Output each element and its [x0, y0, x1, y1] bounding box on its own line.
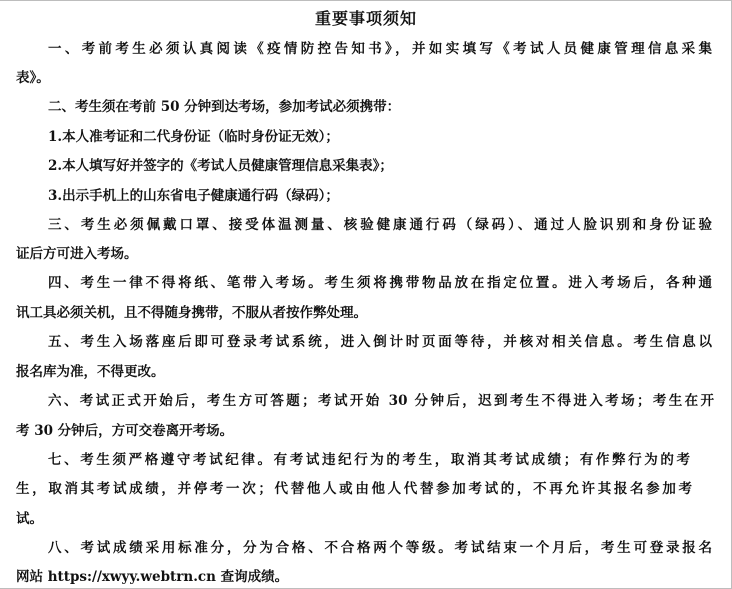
paragraph-5-line-1: 五、考生入场落座后即可登录考试系统，进入倒计时页面等待，并核对相关信息。考生信息以 — [48, 334, 712, 350]
paragraph-5-line-2: 报名库为准，不得更改。 — [16, 364, 165, 380]
requirement-item-1: 1.本人准考证和二代身份证（临时身份证无效）； — [48, 129, 339, 145]
paragraph-7-line-2: 生，取消其考试成绩，并停考一次；代替他人或由他人代替参加考试的，不再允许其报名参加考 — [16, 481, 692, 497]
paragraph-4-line-2: 讯工具必须关机，且不得随身携带，不服从者按作弊处理。 — [16, 305, 367, 321]
paragraph-1-line-1: 一、考前考生必须认真阅读《疫情防控告知书》，并如实填写《考试人员健康管理信息采集 — [48, 41, 712, 57]
requirement-item-3: 3.出示手机上的山东省电子健康通行码（绿码）； — [48, 188, 339, 204]
paragraph-2-line-1: 二、考生须在考前 50 分钟到达考场，参加考试必须携带： — [48, 99, 401, 115]
paragraph-4-line-1: 四、考生一律不得将纸、笔带入考场。考生须将携带物品放在指定位置。进入考场后，各种通 — [48, 275, 712, 291]
requirement-item-2: 2.本人填写好并签字的《考试人员健康管理信息采集表》； — [48, 158, 393, 174]
paragraph-3-line-1: 三、考生必须佩戴口罩、接受体温测量、核验健康通行码（绿码）、通过人脸识别和身份证验 — [48, 217, 712, 233]
paragraph-6-line-1: 六、考试正式开始后，考生方可答题；考试开始 30 分钟后，迟到考生不得进入考场；考生在开 — [48, 393, 714, 409]
paragraph-7-line-1: 七、考生须严格遵守考试纪律。有考试违纪行为的考生，取消其考试成绩；有作弊行为的考 — [48, 452, 690, 468]
paragraph-1-line-2: 表》。 — [16, 70, 50, 86]
paragraph-8-line-2: 网站 https://xwyy.webtrn.cn 查询成绩。 — [16, 569, 289, 585]
paragraph-6-line-2: 考 30 分钟后，方可交卷离开考场。 — [16, 423, 234, 439]
paragraph-7-line-3: 试。 — [16, 511, 43, 527]
paragraph-8-line-1: 八、考试成绩采用标准分，分为合格、不合格两个等级。考试结束一个月后，考生可登录报名 — [48, 540, 712, 556]
document-title: 重要事项须知 — [314, 9, 417, 28]
paragraph-3-line-2: 证后方可进入考场。 — [16, 246, 138, 262]
